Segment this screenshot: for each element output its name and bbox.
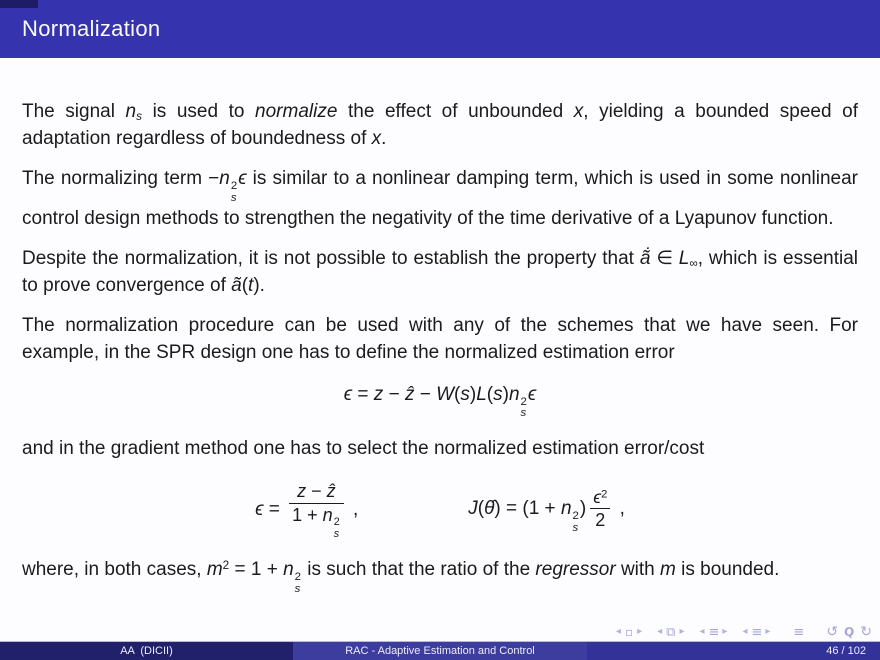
beamer-navigation-bar bbox=[616, 625, 872, 639]
prev-slide-icon[interactable]: ◂ bbox=[615, 626, 621, 637]
paragraph-despite-normalization: Despite the normalization, it is not possible to establish the property that ã̇ ∈ $L_\infty$, which is essential to prove convergence of ã(t). bbox=[22, 247, 858, 296]
slide-content bbox=[0, 58, 880, 609]
section-icon[interactable]: ≡ bbox=[751, 624, 762, 640]
next-frame-icon[interactable]: ▸ bbox=[679, 626, 685, 637]
frame-icon[interactable]: ▫ bbox=[624, 625, 634, 639]
presentation-nav-group bbox=[793, 626, 803, 639]
next-section-icon[interactable]: ▸ bbox=[765, 626, 771, 637]
subsection-nav-group bbox=[699, 626, 727, 639]
page-number: 46 / 102 bbox=[587, 642, 880, 660]
next-subsection-icon[interactable]: ▸ bbox=[722, 626, 728, 637]
footer-short-title: RAC - Adaptive Estimation and Control bbox=[293, 642, 587, 660]
equation-normalized-error: ϵ = z − ẑ 1 + n 2 s , bbox=[255, 481, 359, 540]
equation-cost-function: J(θ̂) = (1 + n 2 s ) $\frac{\epsilon^2}{2}$ , bbox=[468, 486, 625, 534]
next-slide-icon[interactable]: ▸ bbox=[637, 626, 643, 637]
prev-section-icon[interactable]: ◂ bbox=[742, 626, 748, 637]
page-title: Normalization bbox=[22, 16, 161, 41]
theme-corner-decoration bbox=[0, 0, 38, 8]
paragraph-normalizing-term: The normalizing term −n 2 s ϵ is similar to a nonlinear damping term, which is used in some nonlinear control design methods to strengthen the negativity of the time derivative of a Lyapunov function. bbox=[22, 168, 858, 229]
presentation-icon[interactable]: ≡ bbox=[793, 624, 804, 640]
section-nav-group bbox=[742, 626, 770, 639]
paragraph-regressor-bounded: where, in both cases, $m^2 = 1 + n$ 2 s is such that the ratio of the regressor with m is bounded. bbox=[22, 559, 780, 595]
prev-frame-icon[interactable]: ◂ bbox=[657, 626, 663, 637]
equation-spr-normalized-error: ϵ = z − ẑ − W(s)L(s)n 2 s ϵ bbox=[343, 383, 537, 420]
history-nav-group bbox=[826, 625, 872, 639]
frame-nav-group bbox=[657, 626, 684, 639]
go-back-icon[interactable]: ↺ bbox=[826, 624, 839, 640]
footer-author: AA (DICII) bbox=[0, 642, 293, 660]
go-forward-icon[interactable]: ↻ bbox=[860, 624, 872, 640]
paragraph-signal-normalize: The signal $n_s$ is used to normalize the effect of unbounded x, yielding a bounded speed of adaptation regardless of boundedness of x. bbox=[22, 101, 858, 149]
subsection-icon[interactable]: ≡ bbox=[708, 624, 719, 640]
paragraph-procedure: The normalization procedure can be used with any of the schemes that we have seen. For example, in the SPR design one has to define the normalized estimation error bbox=[22, 314, 858, 363]
frames-icon[interactable]: ⧉ bbox=[666, 624, 676, 640]
slide-nav-group bbox=[616, 626, 642, 638]
paragraph-gradient-method: and in the gradient method one has to select the normalized estimation error/cost bbox=[22, 438, 705, 460]
search-icon[interactable]: Q bbox=[843, 624, 856, 640]
footer-bar bbox=[0, 641, 880, 660]
frame-title-bar bbox=[0, 0, 880, 58]
equation-row bbox=[22, 480, 858, 540]
prev-subsection-icon[interactable]: ◂ bbox=[699, 626, 705, 637]
